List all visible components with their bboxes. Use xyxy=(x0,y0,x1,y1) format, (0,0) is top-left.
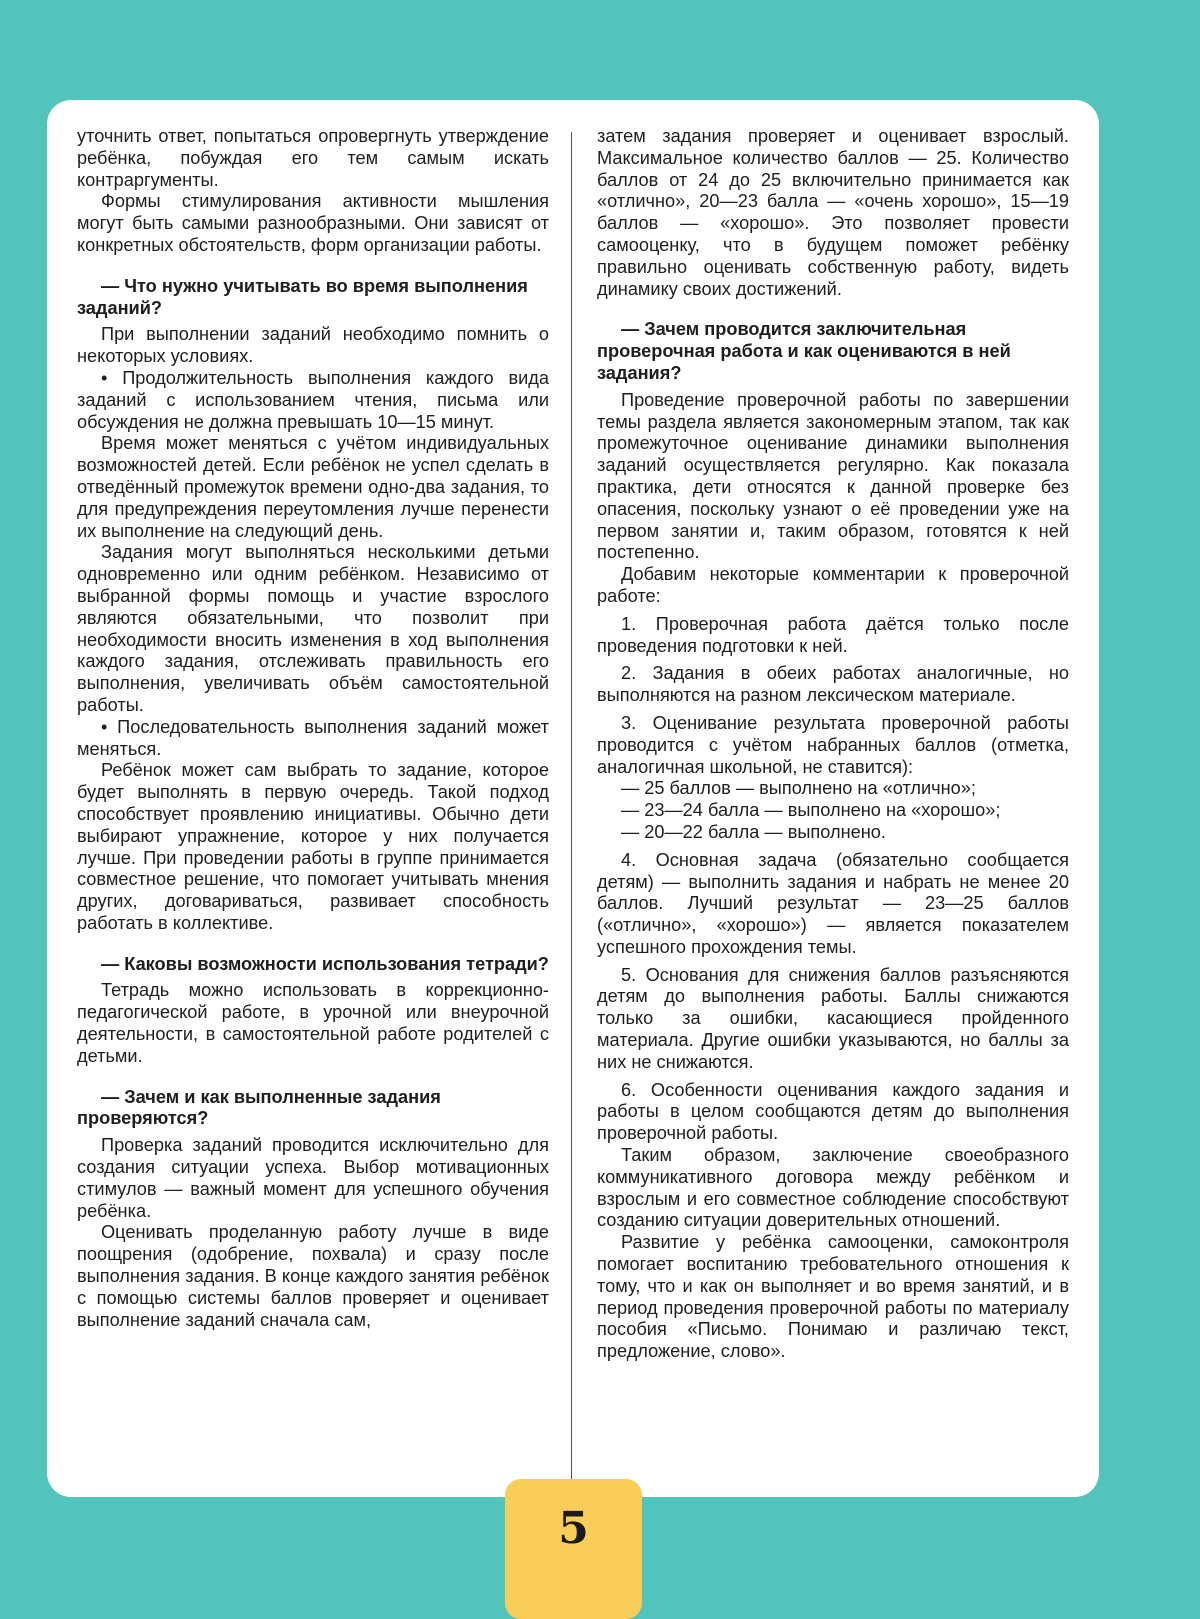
paragraph: 3. Оценивание результата проверочной работы проводится с учётом набранных баллов (отметка, аналогичная школьной, не ставится): xyxy=(597,712,1069,777)
paragraph: — 20—22 балла — выполнено. xyxy=(621,821,886,842)
paragraph: • Последовательность выполнения заданий может меняться. xyxy=(77,716,549,759)
paragraph: уточнить ответ, попытаться опровергнуть утверждение ребёнка, побуждая его тем самым искать контраргументы. xyxy=(77,126,549,190)
paragraph: 5. Основания для снижения баллов разъясняются детям до выполнения работы. Баллы снижаются только за ошибки, касающиеся пройденного материала. Другие ошибки указываются, но баллы за них не снижаются. xyxy=(597,964,1069,1072)
page-number-tab xyxy=(505,1479,642,1619)
paragraph: Таким образом, заключение своеобразного коммуникативного договора между ребёнком и взрослым и его совместное соблюдение способствуют созданию ситуации доверительных отношений. xyxy=(597,1145,1069,1231)
paragraph: При выполнении заданий необходимо помнить о некоторых условиях. xyxy=(77,324,549,367)
section-heading: — Зачем и как выполненные задания проверяются? xyxy=(77,1086,441,1129)
page-number: 5 xyxy=(558,1503,589,1554)
paragraph: — 25 баллов — выполнено на «отлично»; xyxy=(621,778,976,799)
paragraph: Добавим некоторые комментарии к проверочной работе: xyxy=(597,564,1069,606)
paragraph: Проверка заданий проводится исключительно для создания ситуации успеха. Выбор мотивационных стимулов — важный момент для успешного обучения ребёнка. xyxy=(77,1135,549,1221)
paragraph: Тетрадь можно использовать в коррекционно-педагогической работе, в урочной или внеурочной деятельности, в самостоятельной работе родителей с детьми. xyxy=(77,980,549,1066)
section-heading: — Каковы возможности использования тетради? xyxy=(101,953,549,974)
paragraph: Оценивать проделанную работу лучше в виде поощрения (одобрение, похвала) и сразу после выполнения задания. В конце каждого занятия ребёнок с помощью системы баллов проверяет и оценивает выполнение заданий сначала сам, xyxy=(77,1222,549,1330)
paragraph: Формы стимулирования активности мышления могут быть самыми разнообразными. Они зависят от конкретных обстоятельств, форм организации работы. xyxy=(77,191,549,255)
paragraph: Ребёнок может сам выбрать то задание, которое будет выполнять в первую очередь. Такой подход способствует проявлению инициативы. Обычно дети выбирают упражнение, которое у них получается лучше. При проведении работы в группе принимается совместное решение, что помогает учитывать мнения других, договариваться, развивает способность работать в коллективе. xyxy=(77,760,549,933)
paragraph: Задания могут выполняться несколькими детьми одновременно или одним ребёнком. Независимо от выбранной формы помощь и участие взрослого являются обязательными, что позволит при необходимости вносить изменения в ход выполнения каждого задания, отслеживать правильность его выполнения, увеличивать объём самостоятельной работы. xyxy=(77,542,549,715)
paragraph: 6. Особенности оценивания каждого задания и работы в целом сообщаются детям до выполнения проверочной работы. xyxy=(597,1079,1069,1144)
section-heading: — Зачем проводится заключительная проверочная работа и как оцениваются в ней задания? xyxy=(597,319,1011,383)
paragraph: Развитие у ребёнка самооценки, самоконтроля помогает воспитанию требовательного отношения к тому, что и как он выполняет и во время занятий, и в период проведения проверочной работы по материалу пособия «Письмо. Понимаю и различаю текст, предложение, слово». xyxy=(597,1232,1069,1362)
paragraph: • Продолжительность выполнения каждого вида заданий с использованием чтения, письма или обсуждения не должна превышать 10—15 минут. xyxy=(77,367,549,432)
paragraph: 2. Задания в обеих работах аналогичные, но выполняются на разном лексическом материале. xyxy=(597,663,1069,706)
paragraph: 4. Основная задача (обязательно сообщается детям) — выполнить задания и набрать не менее 20 баллов. Лучший результат — 23—25 баллов («отлично», «хорошо») — является показателем успешного прохождения темы. xyxy=(597,849,1069,957)
right-column xyxy=(597,126,1069,1363)
paragraph: Время может меняться с учётом индивидуальных возможностей детей. Если ребёнок не успел сделать в отведённый промежуток времени одно-два задания, то для предупреждения переутомления лучше перенести их выполнение на следующий день. xyxy=(77,433,549,541)
column-divider xyxy=(571,132,572,1504)
paragraph: Проведение проверочной работы по завершении темы раздела является закономерным этапом, так как промежуточное оценивание динамики выполнения заданий осуществляется регулярно. Как показала практика, дети относятся к данной проверке без опасения, поскольку узнают о её проведении уже на первом занятии и, таким образом, готовятся к ней постепенно. xyxy=(597,389,1069,563)
page-card xyxy=(47,100,1099,1497)
left-column xyxy=(77,126,549,1331)
paragraph: затем задания проверяет и оценивает взрослый. Максимальное количество баллов — 25. Количество баллов от 24 до 25 включительно принимается как «отлично», 20—23 балла — «очень хорошо», 15—19 баллов — «хорошо». Это позволяет провести самооценку, что в будущем поможет ребёнку правильно оценивать собственную работу, видеть динамику своих достижений. xyxy=(597,126,1069,299)
paragraph: 1. Проверочная работа даётся только после проведения подготовки к ней. xyxy=(597,613,1069,656)
paragraph: — 23—24 балла — выполнено на «хорошо»; xyxy=(621,800,1001,821)
section-heading: — Что нужно учитывать во время выполнения заданий? xyxy=(77,275,528,318)
